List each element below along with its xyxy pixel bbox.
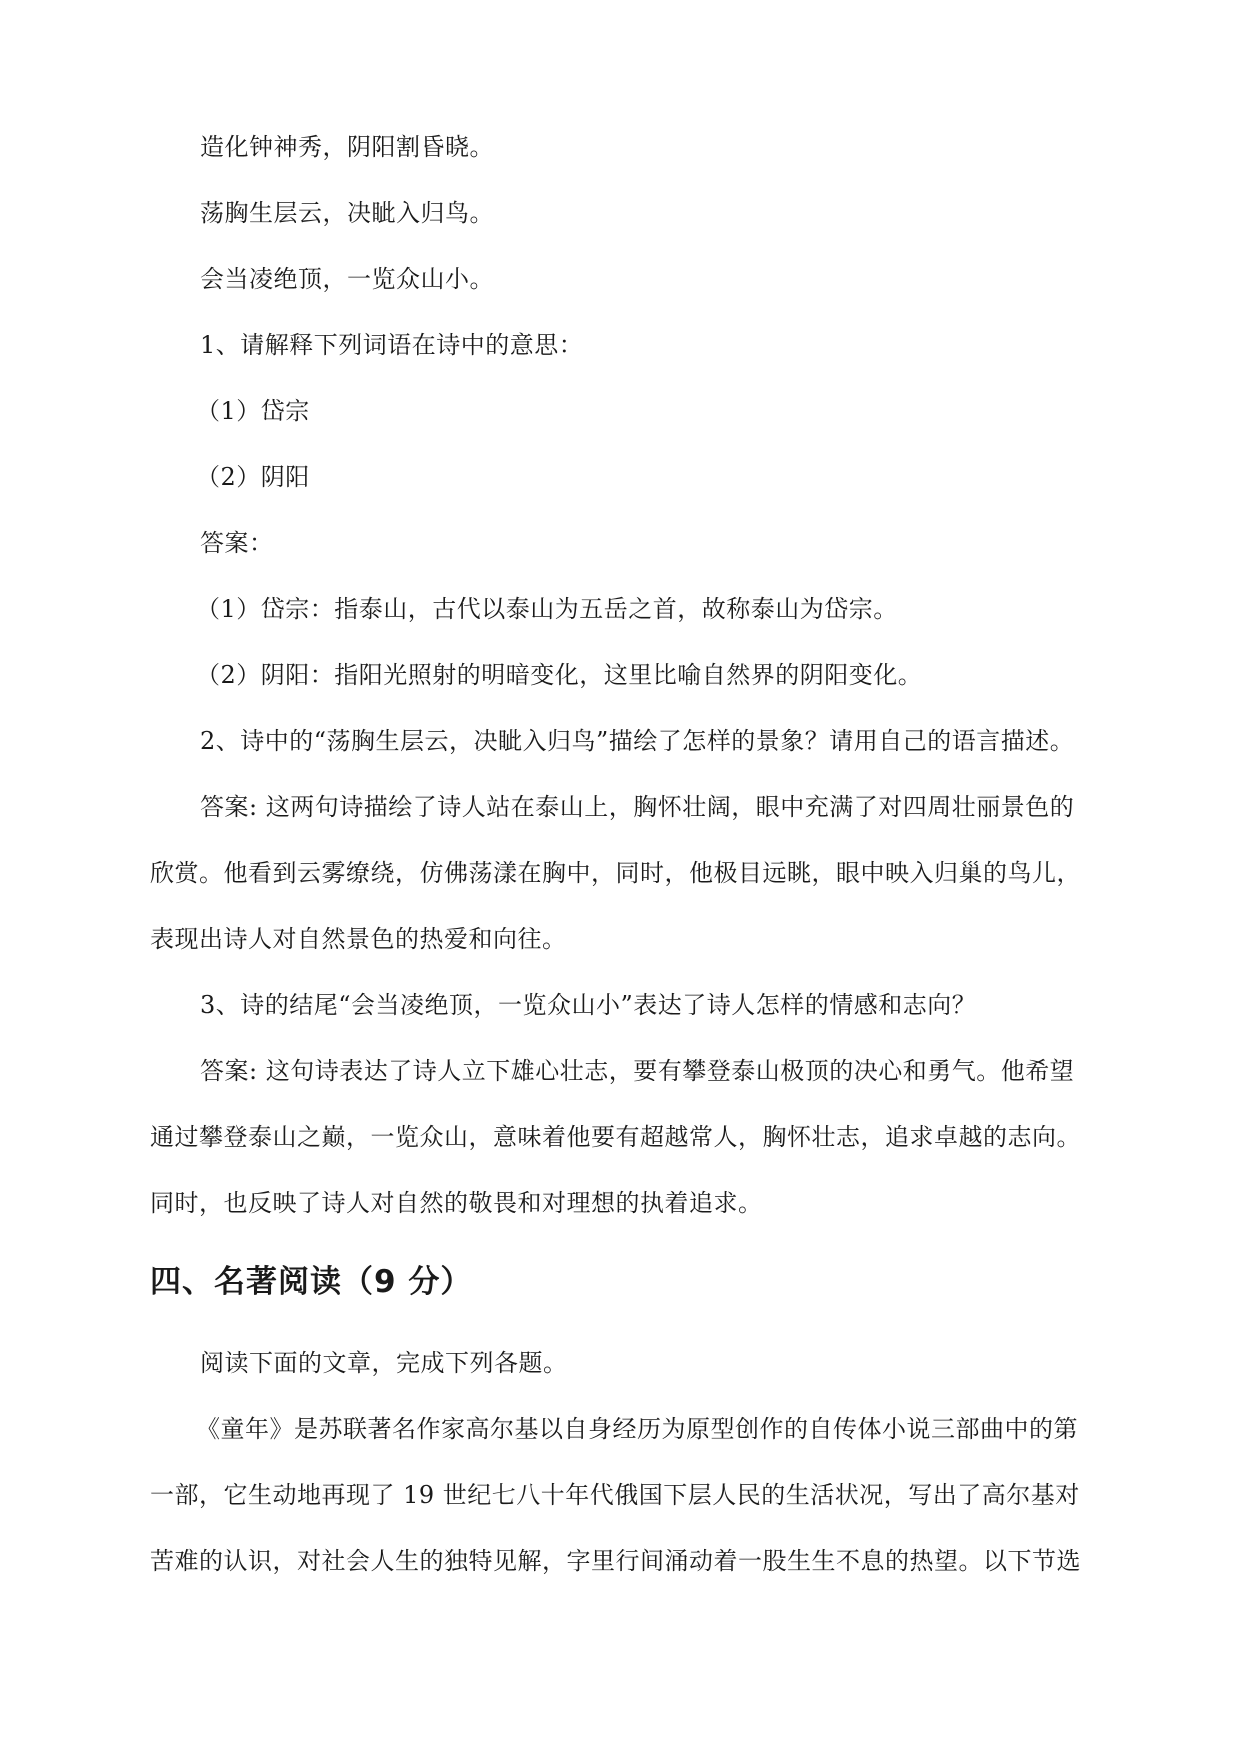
section-4-paragraph-line-1: 《童年》是苏联著名作家高尔基以自身经历为原型创作的自传体小说三部曲中的第: [196, 1415, 1078, 1443]
section-4-heading: 四、名著阅读（9 分）: [150, 1264, 473, 1300]
answer-1-item-2: （2）阴阳：指阳光照射的明暗变化，这里比喻自然界的阴阳变化。: [196, 661, 923, 689]
answer-label: 答案：: [200, 529, 274, 557]
section-4-instruction: 阅读下面的文章，完成下列各题。: [200, 1349, 568, 1377]
answer-3-line-3: 同时，也反映了诗人对自然的敬畏和对理想的执着追求。: [150, 1189, 763, 1217]
answer-2-line-3: 表现出诗人对自然景色的热爱和向往。: [150, 925, 567, 953]
answer-2-line-1: 答案: 这两句诗描绘了诗人站在泰山上，胸怀壮阔，眼中充满了对四周壮丽景色的: [200, 793, 1075, 821]
question-1-item-2: （2）阴阳: [196, 463, 310, 491]
section-4-paragraph-line-2: 一部，它生动地再现了 19 世纪七八十年代俄国下层人民的生活状况，写出了高尔基对: [150, 1481, 1080, 1509]
question-1-item-1: （1）岱宗: [196, 397, 310, 425]
poem-line-3: 会当凌绝顶，一览众山小。: [200, 265, 494, 293]
answer-3-line-2: 通过攀登泰山之巅，一览众山，意味着他要有超越常人，胸怀壮志，追求卓越的志向。: [150, 1123, 1081, 1151]
answer-3-line-1: 答案: 这句诗表达了诗人立下雄心壮志，要有攀登泰山极顶的决心和勇气。他希望: [200, 1057, 1075, 1085]
poem-line-1: 造化钟神秀，阴阳割昏晓。: [200, 133, 494, 161]
answer-2-line-2: 欣赏。他看到云雾缭绕，仿佛荡漾在胸中，同时，他极目远眺，眼中映入归巢的鸟儿，: [150, 859, 1081, 887]
answer-1-item-1: （1）岱宗：指泰山，古代以泰山为五岳之首，故称泰山为岱宗。: [196, 595, 898, 623]
question-1: 1、请解释下列词语在诗中的意思：: [200, 331, 584, 359]
poem-line-2: 荡胸生层云，决眦入归鸟。: [200, 199, 494, 227]
question-3: 3、诗的结尾“会当凌绝顶，一览众山小”表达了诗人怎样的情感和志向？: [200, 991, 977, 1019]
section-4-paragraph-line-3: 苦难的认识，对社会人生的独特见解，字里行间涌动着一股生生不息的热望。以下节选: [150, 1547, 1081, 1575]
question-2: 2、诗中的“荡胸生层云，决眦入归鸟”描绘了怎样的景象？请用自己的语言描述。: [200, 727, 1075, 755]
